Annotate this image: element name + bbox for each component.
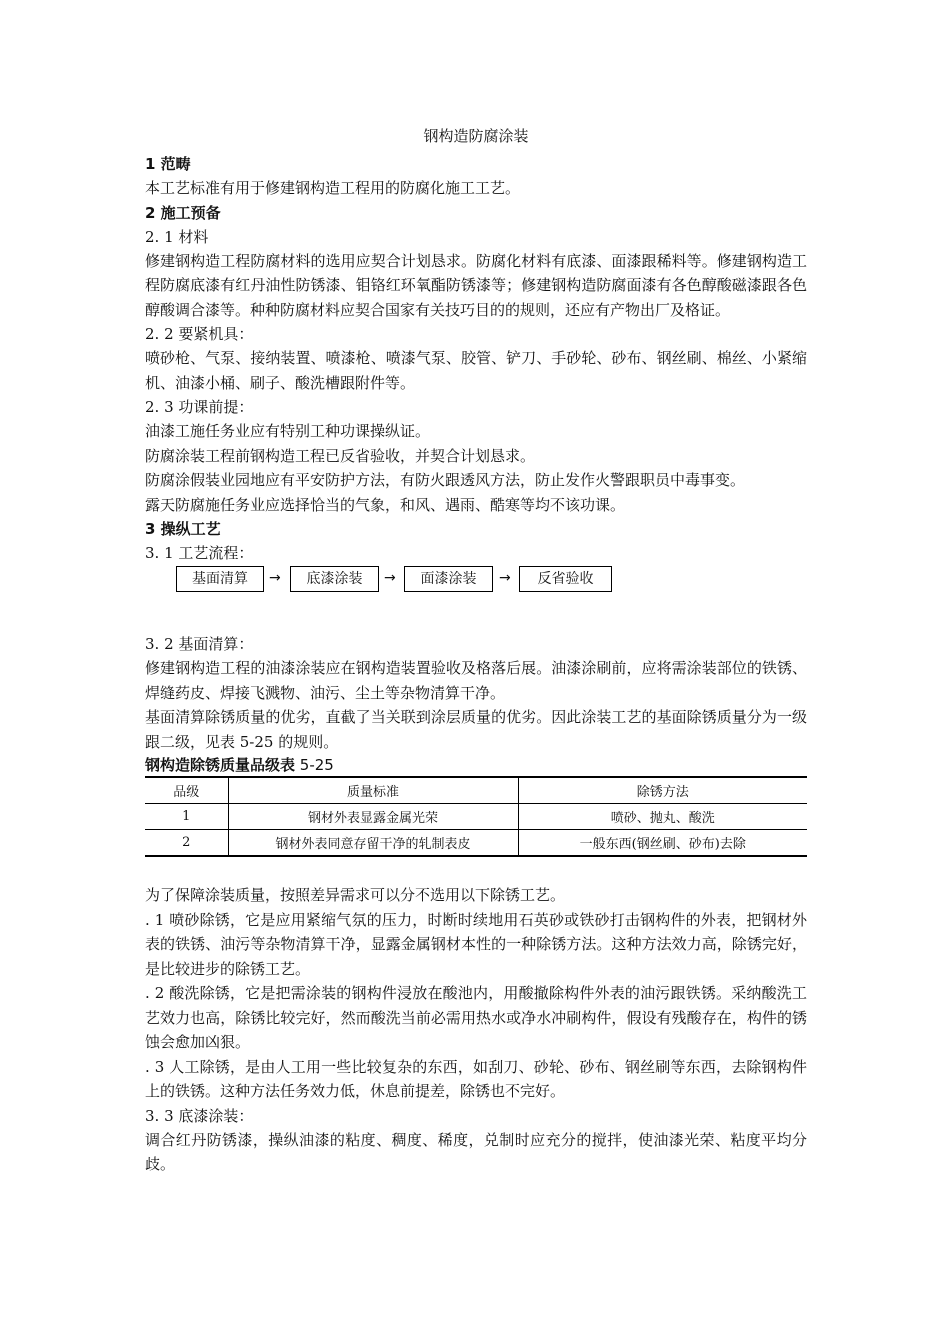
process-flow	[145, 566, 807, 596]
flow-arrow-3: →	[499, 570, 511, 586]
after-table-text: 为了保障涂装质量，按照差异需求可以分不选用以下除锈工艺。	[145, 886, 566, 904]
section-3-heading: 3 操纵工艺	[145, 520, 221, 538]
section-2-3-p1: 油漆工施任务业应有特别工种功课操纵证。	[145, 422, 431, 440]
table-header-standard: 质量标准	[228, 777, 518, 804]
table-cell: 一般东西(钢丝刷、砂布)去除	[518, 830, 807, 857]
table-cell: 喷砂、抛丸、酸洗	[518, 804, 807, 830]
method-2-text: . 2 酸洗除锈，它是把需涂装的钢构件浸放在酸池内，用酸撤除构件外表的油污跟铁锈。采纳酸洗工艺效力也高，除锈比较完好，然而酸洗当前必需用热水或净水冲刷构件，假设有残酸存在，构件的锈蚀会愈加凶狠。	[145, 984, 807, 1051]
document-title: 钢构造防腐涂装	[423, 127, 529, 145]
rust-grade-table	[145, 776, 807, 857]
section-3-1-heading: 3. 1 工艺流程：	[145, 544, 254, 562]
table-caption-title: 钢构造除锈质量品级表	[145, 756, 296, 774]
section-2-3-p3: 防腐涂假装业园地应有平安防护方法，有防火跟透风方法，防止发作火警跟职员中毒事变。	[145, 471, 746, 489]
section-2-1-text: 修建钢构造工程防腐材料的选用应契合计划恳求。防腐化材料有底漆、面漆跟稀料等。修建钢构造工程防腐底漆有红丹油性防锈漆、钼铬红环氧酯防锈漆等；修建钢构造防腐面漆有各色醇酸磁漆跟各色醇酸调合漆等。种种防腐材料应契合国家有关技巧目的的规则，还应有产物出厂及格证。	[145, 251, 807, 319]
section-1-text: 本工艺标准有用于修建钢构造工程用的防腐化施工工艺。	[145, 179, 521, 197]
table-header-row	[145, 777, 807, 804]
section-2-2-text: 喷砂枪、气泵、接纳装置、喷漆枪、喷漆气泵、胶管、铲刀、手砂轮、砂布、钢丝刷、棉丝、小紧缩机、油漆小桶、刷子、酸洗槽跟附件等。	[145, 349, 807, 392]
section-2-1-heading: 2. 1 材料	[145, 227, 209, 246]
section-2-2-heading: 2. 2 要紧机具：	[145, 325, 254, 343]
method-3-text: . 3 人工除锈，是由人工用一些比较复杂的东西，如刮刀、砂轮、砂布、钢丝刷等东西，去除钢构件上的铁锈。这种方法任务效力低，休息前提差，除锈也不完好。	[145, 1057, 807, 1100]
table-row	[145, 804, 807, 830]
table-cell: 1	[145, 804, 228, 830]
section-1-heading: 1 范畴	[145, 155, 191, 173]
section-3-2-heading: 3. 2 基面清算：	[145, 635, 254, 653]
table-cell: 钢材外表同意存留干净的轧制表皮	[228, 830, 518, 857]
table-header-method: 除锈方法	[518, 777, 807, 804]
table-cell: 钢材外表显露金属光荣	[228, 804, 518, 830]
table-row	[145, 830, 807, 857]
table-header-grade: 品级	[145, 777, 228, 804]
table-caption	[145, 754, 807, 776]
section-3-2-p1: 修建钢构造工程的油漆涂装应在钢构造装置验收及格落后展。油漆涂刷前，应将需涂装部位的铁锈、焊缝药皮、焊接飞溅物、油污、尘土等杂物清算干净。	[145, 659, 807, 702]
flow-step-1: 基面清算	[176, 566, 264, 592]
section-2-heading: 2 施工预备	[145, 203, 221, 222]
flow-step-4: 反省验收	[519, 566, 612, 592]
flow-arrow-2: →	[384, 570, 396, 586]
table-cell: 2	[145, 830, 228, 857]
section-3-3-heading: 3. 3 底漆涂装：	[145, 1106, 254, 1125]
flow-step-3: 面漆涂装	[404, 566, 493, 592]
section-2-3-p2: 防腐涂装工程前钢构造工程已反省验收，并契合计划恳求。	[145, 446, 536, 465]
table-caption-number: 5-25	[295, 756, 334, 774]
method-1-text: . 1 喷砂除锈，它是应用紧缩气氛的压力，时断时续地用石英砂或铁砂打击钢构件的外表，把钢材外表的铁锈、油污等杂物清算干净，显露金属钢材本性的一种除锈方法。这种方法效力高，除锈完好，是比较进步的除锈工艺。	[145, 910, 807, 978]
section-2-3-heading: 2. 3 功课前提：	[145, 398, 254, 416]
section-2-3-p4: 露天防腐施任务业应选择恰当的气象，和风、遇雨、酷寒等均不该功课。	[145, 495, 626, 514]
flow-arrow-1: →	[269, 570, 281, 586]
section-3-3-text: 调合红丹防锈漆，操纵油漆的粘度、稠度、稀度，兑制时应充分的搅拌，使油漆光荣、粘度平均分歧。	[145, 1130, 807, 1173]
section-3-2-p2: 基面清算除锈质量的优劣，直截了当关联到涂层质量的优劣。因此涂装工艺的基面除锈质量分为一级跟二级，见表 5-25 的规则。	[145, 708, 807, 751]
flow-step-2: 底漆涂装	[290, 566, 379, 592]
document-page	[145, 124, 807, 1177]
